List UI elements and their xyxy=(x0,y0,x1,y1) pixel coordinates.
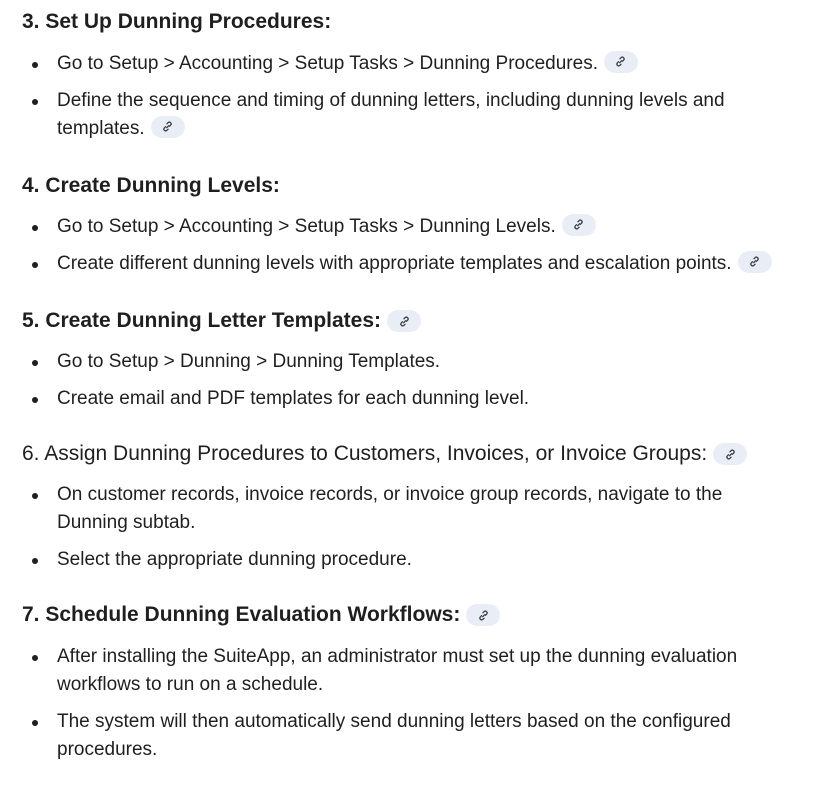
section-5 xyxy=(22,307,823,413)
bullet-dot xyxy=(32,493,38,499)
bullet-dot xyxy=(32,62,38,68)
heading-text: 5. Create Dunning Letter Templates: xyxy=(22,309,382,332)
list-item-text: Select the appropriate dunning procedure. xyxy=(57,549,412,570)
list-item xyxy=(22,643,787,699)
list-item xyxy=(22,348,787,376)
source-link-button[interactable] xyxy=(562,214,596,236)
source-link-button[interactable] xyxy=(738,251,772,273)
bullet-list xyxy=(22,643,823,764)
bullet-list xyxy=(22,348,823,413)
bullet-dot xyxy=(32,99,38,105)
link-icon xyxy=(724,448,737,461)
list-item xyxy=(22,708,787,764)
section-3 xyxy=(22,0,823,143)
list-item xyxy=(22,546,787,574)
bullet-dot xyxy=(32,655,38,661)
list-item xyxy=(22,385,787,413)
bullet-dot xyxy=(32,397,38,403)
section-4 xyxy=(22,172,823,278)
section-heading xyxy=(22,172,823,200)
list-item-text: On customer records, invoice records, or invoice group records, navigate to the Dunning subtab. xyxy=(57,484,723,533)
section-heading xyxy=(22,8,823,36)
heading-text: 3. Set Up Dunning Procedures: xyxy=(22,10,332,33)
list-item-text: Create email and PDF templates for each dunning level. xyxy=(57,388,530,409)
section-7 xyxy=(22,601,823,764)
source-link-button[interactable] xyxy=(387,310,421,332)
link-icon xyxy=(161,120,174,133)
heading-text: 7. Schedule Dunning Evaluation Workflows: xyxy=(22,603,461,626)
bullet-dot xyxy=(32,262,38,268)
bullet-dot xyxy=(32,360,38,366)
list-item-text: Create different dunning levels with appropriate templates and escalation points. xyxy=(57,253,732,274)
section-heading xyxy=(22,440,823,468)
list-item-text: The system will then automatically send dunning letters based on the configured procedures. xyxy=(57,711,731,760)
bullet-list xyxy=(22,213,823,278)
list-item xyxy=(22,213,787,241)
bullet-dot xyxy=(32,720,38,726)
link-icon xyxy=(572,218,585,231)
source-link-button[interactable] xyxy=(151,116,185,138)
source-link-button[interactable] xyxy=(466,604,500,626)
section-heading xyxy=(22,307,823,335)
bullet-dot xyxy=(32,558,38,564)
list-item xyxy=(22,481,787,537)
bullet-dot xyxy=(32,225,38,231)
link-icon xyxy=(614,55,627,68)
link-icon xyxy=(477,609,490,622)
list-item-text: Go to Setup > Accounting > Setup Tasks > Dunning Levels. xyxy=(57,216,556,237)
heading-text: 4. Create Dunning Levels: xyxy=(22,174,280,197)
section-6 xyxy=(22,440,823,574)
link-icon xyxy=(398,315,411,328)
list-item-text: After installing the SuiteApp, an administrator must set up the dunning evaluation workflows to run on a schedule. xyxy=(57,646,738,695)
section-heading xyxy=(22,601,823,629)
source-link-button[interactable] xyxy=(604,51,638,73)
list-item xyxy=(22,50,787,78)
list-item xyxy=(22,250,787,278)
source-link-button[interactable] xyxy=(713,443,747,465)
list-item-text: Go to Setup > Accounting > Setup Tasks > Dunning Procedures. xyxy=(57,53,598,74)
list-item-text: Go to Setup > Dunning > Dunning Templates. xyxy=(57,351,441,372)
bullet-list xyxy=(22,50,823,143)
heading-text: 6. Assign Dunning Procedures to Customers, Invoices, or Invoice Groups: xyxy=(22,442,708,465)
list-item xyxy=(22,87,787,143)
link-icon xyxy=(748,255,761,268)
bullet-list xyxy=(22,481,823,574)
list-item-text: Define the sequence and timing of dunning letters, including dunning levels and templates. xyxy=(57,90,725,139)
